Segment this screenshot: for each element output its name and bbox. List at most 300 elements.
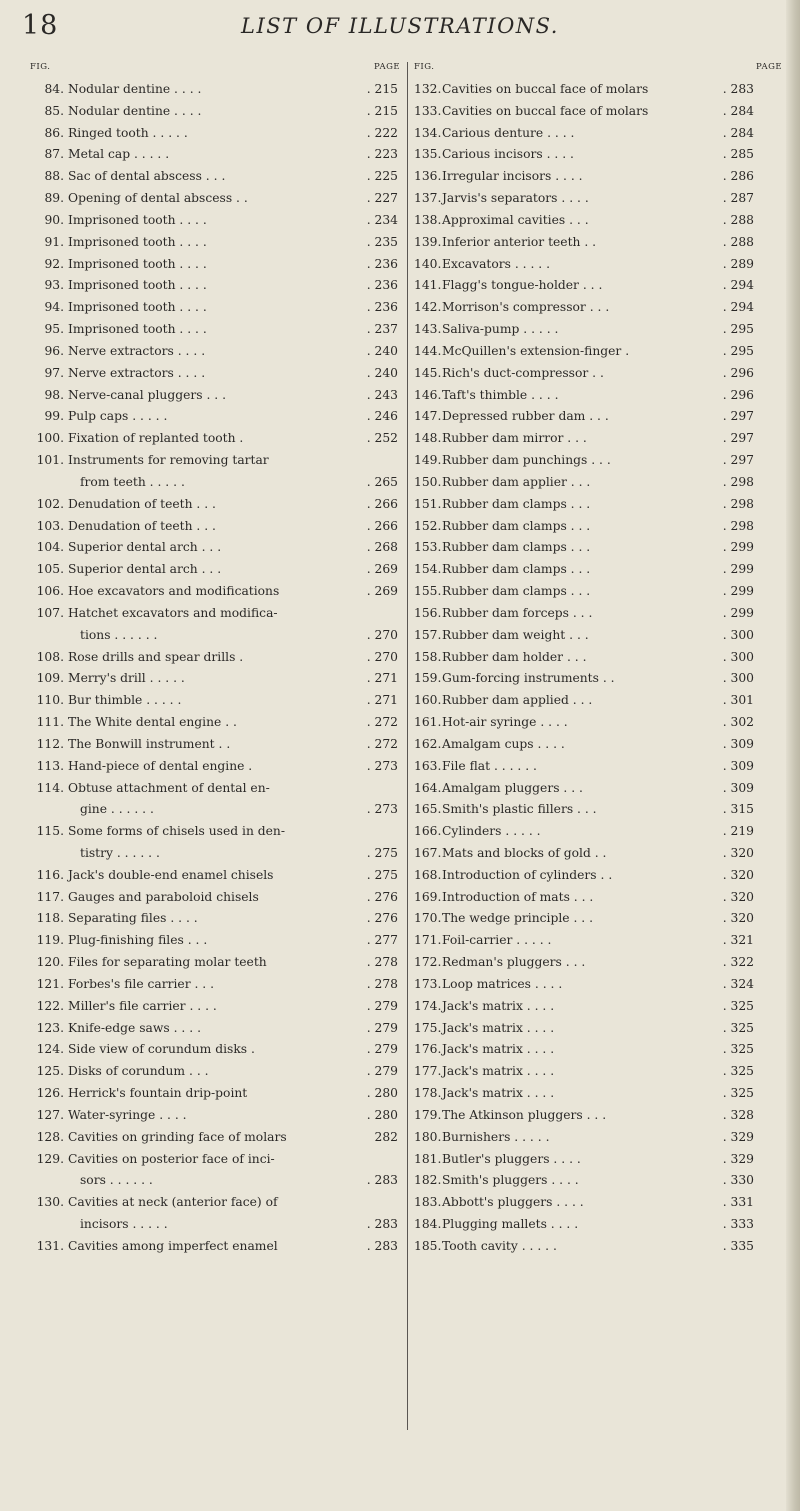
figure-title: Nerve extractors . . . . bbox=[68, 343, 206, 358]
figure-number: 111. bbox=[36, 715, 64, 730]
page-reference: . 289 bbox=[722, 256, 754, 271]
figure-title: Abbott's pluggers . . . . bbox=[442, 1195, 584, 1210]
page-reference: . 283 bbox=[722, 82, 754, 96]
figure-entry bbox=[414, 406, 784, 428]
figure-title: Merry's drill . . . . . bbox=[68, 671, 185, 686]
figure-entry bbox=[30, 778, 408, 800]
figure-title: Imprisoned tooth . . . . bbox=[68, 278, 207, 293]
page-number: 18 bbox=[22, 10, 59, 41]
figure-title: Jack's matrix . . . . bbox=[442, 998, 555, 1013]
figure-number: 115. bbox=[36, 824, 64, 839]
figure-title: Rubber dam punchings . . . bbox=[442, 453, 611, 468]
figure-number: 157. bbox=[414, 627, 442, 642]
figure-entry bbox=[414, 559, 784, 581]
figure-entry bbox=[414, 865, 784, 887]
figure-number: 174. bbox=[414, 998, 442, 1013]
figure-entry bbox=[30, 188, 408, 210]
figure-entry bbox=[30, 297, 408, 319]
figure-number: 140. bbox=[414, 256, 442, 271]
figure-entry bbox=[30, 1192, 408, 1214]
figure-number: 149. bbox=[414, 453, 442, 468]
figure-entry bbox=[414, 275, 784, 297]
page-reference: . 235 bbox=[366, 234, 398, 249]
figure-title: Some forms of chisels used in den- bbox=[68, 824, 286, 839]
figure-title: Gum-forcing instruments . . bbox=[442, 671, 615, 686]
figure-number: 105. bbox=[36, 562, 64, 577]
figure-entry bbox=[30, 1127, 408, 1149]
figure-title: Rose drills and spear drills . bbox=[68, 649, 244, 664]
figure-title: Rubber dam mirror . . . bbox=[442, 431, 587, 446]
page-reference: . 271 bbox=[366, 693, 398, 708]
figure-entry bbox=[414, 319, 784, 341]
page-reference: . 333 bbox=[722, 1217, 754, 1232]
figure-title: Hoe excavators and modifications bbox=[68, 584, 280, 599]
figure-entry bbox=[414, 1061, 784, 1083]
page-reference: . 300 bbox=[722, 649, 754, 664]
figure-entry bbox=[414, 778, 784, 800]
entry-continuation bbox=[30, 472, 408, 494]
figure-title: Bur thimble . . . . . bbox=[68, 693, 182, 708]
figure-number: 179. bbox=[414, 1107, 442, 1122]
figure-entry bbox=[30, 254, 408, 276]
page-reference: . 278 bbox=[366, 976, 398, 991]
figure-number: 120. bbox=[36, 955, 64, 970]
figure-entry bbox=[30, 668, 408, 690]
page-reference: . 294 bbox=[722, 278, 754, 293]
figure-title: Loop matrices . . . . bbox=[442, 976, 563, 991]
figure-title: Butler's pluggers . . . . bbox=[442, 1151, 581, 1166]
figure-title: Rubber dam clamps . . . bbox=[442, 562, 591, 577]
page-reference: . 237 bbox=[366, 322, 398, 337]
page-reference: . 288 bbox=[722, 234, 754, 249]
figure-number: 116. bbox=[36, 867, 64, 882]
figure-entry bbox=[30, 406, 408, 428]
page-reference: . 275 bbox=[366, 867, 398, 882]
figure-number: 108. bbox=[36, 649, 64, 664]
page-reference: . 280 bbox=[366, 1086, 398, 1101]
figure-number: 109. bbox=[36, 671, 64, 686]
page-reference: . 266 bbox=[366, 496, 398, 511]
figure-entry bbox=[30, 865, 408, 887]
figure-title: Jack's matrix . . . . bbox=[442, 1086, 555, 1101]
figure-entry bbox=[30, 385, 408, 407]
figure-number: 118. bbox=[36, 911, 64, 926]
figure-entry bbox=[414, 1192, 784, 1214]
running-header bbox=[0, 8, 800, 48]
page-reference: . 284 bbox=[722, 125, 754, 140]
figure-title: Miller's file carrier . . . . bbox=[68, 998, 217, 1013]
figure-entry bbox=[414, 625, 784, 647]
figure-title: sors . . . . . . bbox=[80, 1173, 153, 1188]
figure-title: Files for separating molar teeth bbox=[68, 955, 267, 970]
fig-header-left: FIG. bbox=[30, 62, 51, 72]
figure-number: 146. bbox=[414, 387, 442, 402]
page-reference: . 270 bbox=[366, 649, 398, 664]
figure-title: Burnishers . . . . . bbox=[442, 1129, 550, 1144]
figure-title: Introduction of cylinders . . bbox=[442, 867, 613, 882]
left-column bbox=[30, 79, 408, 1258]
figure-entry bbox=[414, 1127, 784, 1149]
figure-title: File flat . . . . . . bbox=[442, 758, 537, 773]
figure-title: Nodular dentine . . . . bbox=[68, 103, 202, 118]
page-reference: . 325 bbox=[722, 1020, 754, 1035]
figure-number: 147. bbox=[414, 409, 442, 424]
entry-continuation bbox=[30, 625, 408, 647]
figure-number: 181. bbox=[414, 1151, 442, 1166]
page-reference: . 309 bbox=[722, 758, 754, 773]
page-reference: . 276 bbox=[366, 911, 398, 926]
figure-entry bbox=[30, 1149, 408, 1171]
figure-entry bbox=[414, 450, 784, 472]
figure-title: Side view of corundum disks . bbox=[68, 1042, 255, 1057]
figure-number: 173. bbox=[414, 976, 442, 991]
figure-entry bbox=[414, 690, 784, 712]
page-reference: . 297 bbox=[722, 453, 754, 468]
figure-number: 101. bbox=[36, 453, 64, 468]
figure-number: 134. bbox=[414, 125, 442, 140]
figure-entry bbox=[30, 494, 408, 516]
page-reference: . 280 bbox=[366, 1107, 398, 1122]
figure-title: Nerve-canal pluggers . . . bbox=[68, 387, 226, 402]
page-reference: . 243 bbox=[366, 387, 398, 402]
figure-number: 159. bbox=[414, 671, 442, 686]
figure-number: 93. bbox=[44, 278, 64, 293]
figure-entry bbox=[414, 123, 784, 145]
figure-title: Imprisoned tooth . . . . bbox=[68, 256, 207, 271]
figure-title: Nodular dentine . . . . bbox=[68, 82, 202, 96]
figure-title: Denudation of teeth . . . bbox=[68, 518, 216, 533]
figure-title: Imprisoned tooth . . . . bbox=[68, 212, 207, 227]
figure-number: 124. bbox=[36, 1042, 64, 1057]
figure-entry bbox=[414, 297, 784, 319]
figure-title: Flagg's tongue-holder . . . bbox=[442, 278, 603, 293]
figure-title: Plugging mallets . . . . bbox=[442, 1217, 579, 1232]
figure-entry bbox=[30, 559, 408, 581]
page-reference: . 297 bbox=[722, 409, 754, 424]
figure-number: 183. bbox=[414, 1195, 442, 1210]
right-column bbox=[414, 79, 784, 1258]
figure-title: Fixation of replanted tooth . bbox=[68, 431, 244, 446]
page-reference: . 276 bbox=[366, 889, 398, 904]
figure-title: incisors . . . . . bbox=[80, 1217, 168, 1232]
figure-title: Carious denture . . . . bbox=[442, 125, 575, 140]
figure-number: 88. bbox=[44, 169, 64, 184]
figure-number: 168. bbox=[414, 867, 442, 882]
figure-title: gine . . . . . . bbox=[80, 802, 154, 817]
figure-title: Excavators . . . . . bbox=[442, 256, 551, 271]
figure-title: Mats and blocks of gold . . bbox=[442, 845, 607, 860]
figure-entry bbox=[414, 1018, 784, 1040]
page-reference: . 299 bbox=[722, 605, 754, 620]
figure-title: Obtuse attachment of dental en- bbox=[68, 780, 270, 795]
page-reference: . 234 bbox=[366, 212, 398, 227]
page-reference: . 321 bbox=[722, 933, 754, 948]
figure-number: 162. bbox=[414, 736, 442, 751]
figure-title: Taft's thimble . . . . bbox=[442, 387, 559, 402]
figure-title: Ringed tooth . . . . . bbox=[68, 125, 188, 140]
page-reference: . 294 bbox=[722, 300, 754, 315]
page-reference: 282 bbox=[374, 1129, 398, 1144]
figure-title: McQuillen's extension-finger . bbox=[442, 343, 630, 358]
figure-title: The Bonwill instrument . . bbox=[68, 736, 231, 751]
figure-number: 161. bbox=[414, 715, 442, 730]
page-reference: . 223 bbox=[366, 147, 398, 162]
page-reference: . 240 bbox=[366, 343, 398, 358]
page-reference: . 269 bbox=[366, 562, 398, 577]
figure-entry bbox=[414, 603, 784, 625]
figure-entry bbox=[414, 974, 784, 996]
figure-entry bbox=[414, 144, 784, 166]
page-reference: . 331 bbox=[722, 1195, 754, 1210]
figure-entry bbox=[30, 996, 408, 1018]
figure-number: 84. bbox=[44, 82, 64, 96]
figure-entry bbox=[30, 952, 408, 974]
figure-number: 144. bbox=[414, 343, 442, 358]
figure-number: 127. bbox=[36, 1107, 64, 1122]
figure-title: Imprisoned tooth . . . . bbox=[68, 234, 207, 249]
page-reference: . 269 bbox=[366, 584, 398, 599]
figure-entry bbox=[414, 887, 784, 909]
figure-entry bbox=[414, 79, 784, 101]
figure-number: 107. bbox=[36, 605, 64, 620]
figure-title: Nerve extractors . . . . bbox=[68, 365, 206, 380]
page-reference: . 309 bbox=[722, 736, 754, 751]
page-reference: . 300 bbox=[722, 671, 754, 686]
page-reference: . 279 bbox=[366, 1042, 398, 1057]
figure-number: 141. bbox=[414, 278, 442, 293]
figure-entry bbox=[30, 930, 408, 952]
figure-title: Rubber dam applier . . . bbox=[442, 474, 591, 489]
figure-title: Knife-edge saws . . . . bbox=[68, 1020, 201, 1035]
figure-number: 94. bbox=[44, 300, 64, 315]
figure-entry bbox=[414, 232, 784, 254]
figure-number: 154. bbox=[414, 562, 442, 577]
figure-title: Smith's plastic fillers . . . bbox=[442, 802, 597, 817]
figure-title: Carious incisors . . . . bbox=[442, 147, 574, 162]
figure-entry bbox=[414, 254, 784, 276]
page-reference: . 246 bbox=[366, 409, 398, 424]
page-reference: . 285 bbox=[722, 147, 754, 162]
figure-number: 130. bbox=[36, 1195, 64, 1210]
figure-title: Irregular incisors . . . . bbox=[442, 169, 583, 184]
figure-entry bbox=[30, 144, 408, 166]
page-reference: . 284 bbox=[722, 103, 754, 118]
figure-entry bbox=[30, 516, 408, 538]
figure-number: 156. bbox=[414, 605, 442, 620]
figure-title: Cavities on buccal face of molars bbox=[442, 82, 649, 96]
figure-entry bbox=[30, 821, 408, 843]
figure-entry bbox=[414, 581, 784, 603]
figure-entry bbox=[414, 188, 784, 210]
page-reference: . 296 bbox=[722, 365, 754, 380]
figure-number: 138. bbox=[414, 212, 442, 227]
figure-number: 102. bbox=[36, 496, 64, 511]
figure-number: 152. bbox=[414, 518, 442, 533]
figure-number: 165. bbox=[414, 802, 442, 817]
figure-entry bbox=[30, 647, 408, 669]
figure-number: 158. bbox=[414, 649, 442, 664]
figure-title: Rubber dam clamps . . . bbox=[442, 496, 591, 511]
figure-entry bbox=[414, 712, 784, 734]
page-reference: . 219 bbox=[722, 824, 754, 839]
page-reference: . 236 bbox=[366, 300, 398, 315]
figure-entry bbox=[414, 1236, 784, 1258]
figure-title: tions . . . . . . bbox=[80, 627, 158, 642]
figure-number: 169. bbox=[414, 889, 442, 904]
page-reference: . 271 bbox=[366, 671, 398, 686]
page-reference: . 278 bbox=[366, 955, 398, 970]
page-reference: . 299 bbox=[722, 584, 754, 599]
figure-entry bbox=[414, 843, 784, 865]
figure-entry bbox=[414, 1214, 784, 1236]
figure-number: 122. bbox=[36, 998, 64, 1013]
figure-entry bbox=[30, 1018, 408, 1040]
entry-continuation bbox=[30, 1214, 408, 1236]
figure-title: Rich's duct-compressor . . bbox=[442, 365, 604, 380]
figure-number: 151. bbox=[414, 496, 442, 511]
page-reference: . 279 bbox=[366, 1064, 398, 1079]
figure-number: 178. bbox=[414, 1086, 442, 1101]
figure-title: Hand-piece of dental engine . bbox=[68, 758, 253, 773]
page-reference: . 320 bbox=[722, 845, 754, 860]
figure-title: Rubber dam clamps . . . bbox=[442, 584, 591, 599]
page-reference: . 300 bbox=[722, 627, 754, 642]
figure-entry bbox=[30, 428, 408, 450]
figure-entry bbox=[414, 537, 784, 559]
figure-entry bbox=[30, 1236, 408, 1258]
figure-number: 92. bbox=[44, 256, 64, 271]
figure-entry bbox=[414, 166, 784, 188]
page-reference: . 252 bbox=[366, 431, 398, 446]
figure-title: Instruments for removing tartar bbox=[68, 453, 269, 468]
page-reference: . 329 bbox=[722, 1151, 754, 1166]
figure-title: Depressed rubber dam . . . bbox=[442, 409, 609, 424]
page-reference: . 298 bbox=[722, 518, 754, 533]
figure-number: 137. bbox=[414, 191, 442, 206]
figure-number: 172. bbox=[414, 955, 442, 970]
figure-title: The White dental engine . . bbox=[68, 715, 237, 730]
figure-number: 123. bbox=[36, 1020, 64, 1035]
figure-number: 95. bbox=[44, 322, 64, 337]
figure-entry bbox=[414, 1105, 784, 1127]
figure-title: Cavities among imperfect enamel bbox=[68, 1238, 278, 1253]
page-reference: . 322 bbox=[722, 955, 754, 970]
figure-number: 112. bbox=[36, 736, 64, 751]
figure-title: Foil-carrier . . . . . bbox=[442, 933, 552, 948]
page-reference: . 325 bbox=[722, 1042, 754, 1057]
figure-title: Cavities at neck (anterior face) of bbox=[68, 1195, 278, 1210]
figure-entry bbox=[414, 1083, 784, 1105]
entry-continuation bbox=[30, 843, 408, 865]
page-reference: . 266 bbox=[366, 518, 398, 533]
running-title: LIST OF ILLUSTRATIONS. bbox=[241, 14, 559, 38]
figure-entry bbox=[414, 668, 784, 690]
figure-title: Amalgam cups . . . . bbox=[442, 736, 565, 751]
figure-title: Rubber dam weight . . . bbox=[442, 627, 589, 642]
figure-number: 155. bbox=[414, 584, 442, 599]
figure-title: Amalgam pluggers . . . bbox=[442, 780, 583, 795]
figure-entry bbox=[414, 1149, 784, 1171]
figure-number: 86. bbox=[44, 125, 64, 140]
figure-title: Separating files . . . . bbox=[68, 911, 198, 926]
figure-title: Rubber dam clamps . . . bbox=[442, 518, 591, 533]
figure-entry bbox=[414, 428, 784, 450]
figure-entry bbox=[30, 363, 408, 385]
figure-title: Smith's pluggers . . . . bbox=[442, 1173, 579, 1188]
figure-number: 100. bbox=[36, 431, 64, 446]
page-reference: . 329 bbox=[722, 1129, 754, 1144]
figure-title: Redman's pluggers . . . bbox=[442, 955, 586, 970]
figure-number: 167. bbox=[414, 845, 442, 860]
figure-number: 166. bbox=[414, 824, 442, 839]
figure-number: 150. bbox=[414, 474, 442, 489]
figure-title: Cylinders . . . . . bbox=[442, 824, 541, 839]
figure-title: Rubber dam forceps . . . bbox=[442, 605, 593, 620]
figure-title: Rubber dam applied . . . bbox=[442, 693, 593, 708]
figure-number: 126. bbox=[36, 1086, 64, 1101]
figure-number: 184. bbox=[414, 1217, 442, 1232]
figure-title: Cavities on grinding face of molars bbox=[68, 1129, 287, 1144]
figure-title: Forbes's file carrier . . . bbox=[68, 976, 215, 991]
figure-entry bbox=[30, 974, 408, 996]
figure-entry bbox=[30, 1061, 408, 1083]
page-reference: . 315 bbox=[722, 802, 754, 817]
figure-entry bbox=[30, 1083, 408, 1105]
figure-number: 85. bbox=[44, 103, 64, 118]
page-reference: . 283 bbox=[366, 1238, 398, 1253]
figure-number: 96. bbox=[44, 343, 64, 358]
figure-entry bbox=[30, 123, 408, 145]
figure-title: Sac of dental abscess . . . bbox=[68, 169, 226, 184]
page-reference: . 222 bbox=[366, 125, 398, 140]
page-reference: . 236 bbox=[366, 278, 398, 293]
figure-entry bbox=[414, 996, 784, 1018]
page-reference: . 299 bbox=[722, 540, 754, 555]
figure-title: Herrick's fountain drip-point bbox=[68, 1086, 248, 1101]
page-reference: . 297 bbox=[722, 431, 754, 446]
figure-entry bbox=[414, 1039, 784, 1061]
page-reference: . 227 bbox=[366, 191, 398, 206]
page-reference: . 296 bbox=[722, 387, 754, 402]
fig-header-right: FIG. bbox=[414, 62, 435, 72]
figure-number: 110. bbox=[36, 693, 64, 708]
figure-number: 163. bbox=[414, 758, 442, 773]
entry-continuation bbox=[30, 799, 408, 821]
page-header-left: PAGE bbox=[374, 62, 401, 72]
figure-entry bbox=[30, 166, 408, 188]
figure-entry bbox=[30, 537, 408, 559]
figure-title: Rubber dam clamps . . . bbox=[442, 540, 591, 555]
page-reference: . 268 bbox=[366, 540, 398, 555]
entry-continuation bbox=[30, 1170, 408, 1192]
page-reference: . 287 bbox=[722, 191, 754, 206]
figure-title: Superior dental arch . . . bbox=[68, 562, 222, 577]
figure-title: Plug-finishing files . . . bbox=[68, 933, 208, 948]
figure-title: Opening of dental abscess . . bbox=[68, 191, 248, 206]
figure-entry bbox=[30, 581, 408, 603]
figure-number: 142. bbox=[414, 300, 442, 315]
figure-number: 97. bbox=[44, 365, 64, 380]
figure-number: 125. bbox=[36, 1064, 64, 1079]
figure-entry bbox=[30, 908, 408, 930]
page-reference: . 273 bbox=[366, 802, 398, 817]
page-header-right: PAGE bbox=[756, 62, 783, 72]
figure-entry bbox=[414, 734, 784, 756]
figure-entry bbox=[414, 210, 784, 232]
figure-number: 113. bbox=[36, 758, 64, 773]
page-reference: . 225 bbox=[366, 169, 398, 184]
figure-title: The wedge principle . . . bbox=[442, 911, 593, 926]
